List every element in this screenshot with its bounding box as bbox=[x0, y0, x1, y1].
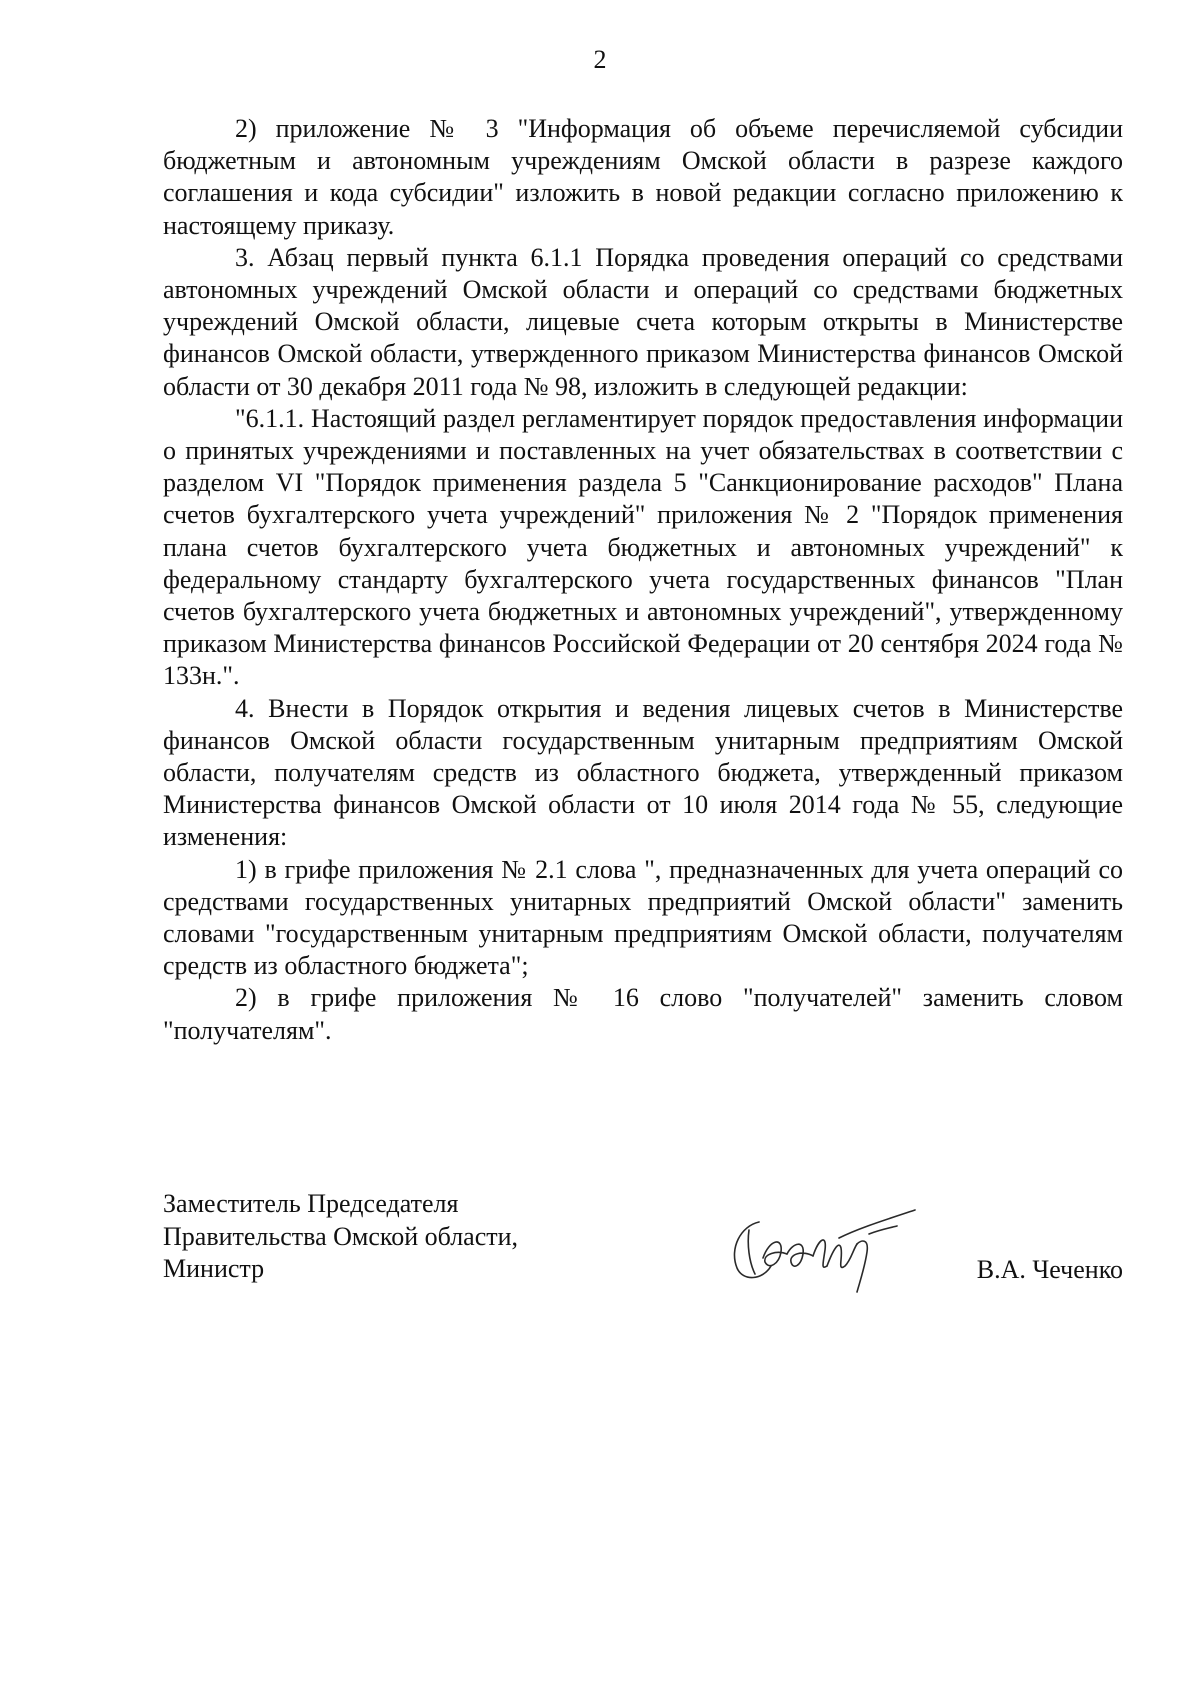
handwritten-signature bbox=[719, 1200, 919, 1295]
paragraph-appendix-3: 2) приложение № 3 "Информация об объеме перечисляемой субсидии бюджетным и автономным учреждениям Омской области в разрезе каждого соглашения и кода субсидии" изложить в новой редакции согласно приложению к настоящему приказу. bbox=[163, 114, 1123, 240]
signer-title-line: Заместитель Председателя bbox=[163, 1189, 459, 1218]
signer-title-line: Правительства Омской области, bbox=[163, 1221, 519, 1251]
signer-title bbox=[163, 1188, 643, 1286]
paragraph-quoted-6-1-1: "6.1.1. Настоящий раздел регламентирует порядок предоставления информации о принятых учреждениями и поставленных на учет обязательствах в соответствии с разделом VI "Порядок применения раздела 5 "Санкционирование расходов" Плана счетов бухгалтерского учета учреждений" приложения № 2 "Порядок применения плана счетов бухгалтерского учета бюджетных и автономных учреждений" к федеральному стандарту бухгалтерского учета государственных финансов "План счетов бухгалтерского учета бюджетных и автономных учреждений", утвержденному приказом Министерства финансов Российской Федерации от 20 сентября 2024 года № 133н.". bbox=[163, 403, 1123, 691]
paragraph-subitem-2: 2) в грифе приложения № 16 слово "получателей" заменить словом "получателям". bbox=[163, 983, 1123, 1045]
signer-title-line: Министр bbox=[163, 1254, 265, 1283]
paragraph-item-3: 3. Абзац первый пункта 6.1.1 Порядка проведения операций со средствами автономных учреждений Омской области и операций со средствами бюджетных учреждений Омской области, лицевые счета которым открыты в Министерстве финансов Омской области, утвержденного приказом Министерства финансов Омской области от 30 декабря 2011 года № 98, изложить в следующей редакции: bbox=[163, 242, 1123, 401]
document-body bbox=[163, 113, 1123, 1047]
signature-block bbox=[163, 1188, 1123, 1298]
paragraph-subitem-1: 1) в грифе приложения № 2.1 слова ", предназначенных для учета операций со средствами государственных унитарных предприятий Омской области" заменить словами "государственным унитарным предприятиям Омской области, получателям средств из областного бюджета"; bbox=[163, 854, 1123, 981]
signer-name: В.А. Чеченко bbox=[976, 1255, 1123, 1284]
paragraph-item-4: 4. Внести в Порядок открытия и ведения лицевых счетов в Министерстве финансов Омской области государственным унитарным предприятиям Омской области, получателям средств из областного бюджета, утвержденный приказом Министерства финансов Омской области от 10 июля 2014 года № 55, следующие изменения: bbox=[163, 693, 1123, 852]
page-number: 2 bbox=[593, 45, 607, 74]
